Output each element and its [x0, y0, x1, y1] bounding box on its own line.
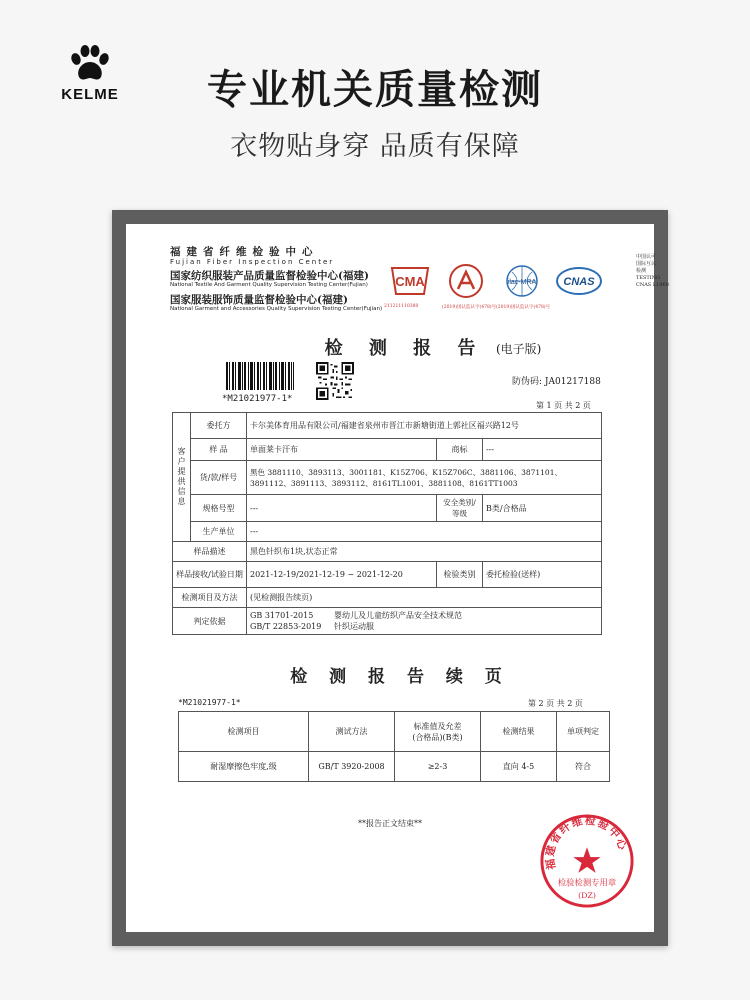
basis-value: [247, 608, 602, 635]
barcode-number-2: *M21021977-1*: [178, 698, 241, 707]
spec-value: ---: [247, 495, 437, 522]
cnas-mark: [554, 262, 604, 300]
brand-name: KELME: [61, 86, 119, 103]
cma-label: CMA: [395, 274, 425, 289]
cal-caption: (2019)国认监认字(478)号: [442, 305, 497, 310]
desc-value: 黑色针织布1块,状态正常: [247, 542, 602, 562]
producer-label: 生产单位: [191, 522, 247, 542]
date-label: 样品接收/试验日期: [173, 562, 247, 588]
page-number-1: 第 1 页 共 2 页: [536, 401, 591, 410]
basis-label: 判定依据: [173, 608, 247, 635]
official-seal: [538, 812, 636, 910]
items-label: 检测项目及方法: [173, 588, 247, 608]
photo-frame: [112, 210, 668, 946]
org2-cn: 国家纺织服装产品质量监督检验中心(福建): [170, 270, 369, 282]
type-value: 委托检验(送样): [483, 562, 602, 588]
ilac-label: ilac-MRA: [507, 279, 537, 286]
report-info-table: [172, 412, 602, 635]
qr-code: [316, 362, 354, 400]
barcode-number: *M21021977-1*: [222, 394, 293, 404]
cma-mark: [388, 262, 432, 300]
end-note: **报告正文结束**: [358, 819, 422, 828]
continuation-title: 检 测 报 告 续 页: [290, 667, 510, 687]
result-cell: ≥2-3: [395, 752, 481, 782]
result-cell: GB/T 3920-2008: [309, 752, 395, 782]
entrusting-value: 卡尔美体育用品有限公司/福建省泉州市晋江市新塘街道上郭社区福兴路12号: [247, 413, 602, 439]
report-title: 检 测 报 告: [324, 338, 486, 359]
safety-label: 安全类别/等级: [437, 495, 483, 522]
spec-label: 规格号型: [191, 495, 247, 522]
page-title: 专业机关质量检测: [207, 67, 543, 113]
cnas-label: CNAS: [563, 276, 595, 288]
seal-star-icon: [573, 847, 600, 872]
org1-cn: 福建省纤维检验中心: [170, 246, 319, 258]
sample-label: 样 品: [191, 439, 247, 461]
trademark-label: 商标: [437, 439, 483, 461]
desc-label: 样品描述: [173, 542, 247, 562]
ilac-mark: [500, 262, 544, 300]
seal-code: (DZ): [578, 891, 596, 901]
org3-en: National Garment and Accessories Quality Supervision Testing Center(Fujian): [170, 306, 383, 312]
result-cell: 符合: [557, 752, 610, 782]
result-header: 检测结果: [481, 712, 557, 752]
page-subtitle: 衣物贴身穿 品质有保障: [230, 131, 520, 162]
cma-number: 211211110380: [384, 304, 419, 309]
page-number-2: 第 2 页 共 2 页: [528, 699, 583, 708]
entrusting-label: 委托方: [191, 413, 247, 439]
client-section-label: 客户提供信息: [173, 413, 191, 542]
ilac-caption: (2019)国认监认字(478)号: [496, 305, 551, 310]
anti-fake-code: 防伪码: JA01217188: [512, 377, 601, 387]
table-row: [179, 752, 610, 782]
type-label: 检验类别: [437, 562, 483, 588]
safety-value: B类/合格品: [483, 495, 602, 522]
trademark-value: ---: [483, 439, 602, 461]
style-value: 黑色 3881110、3893113、3001181、K15Z706、K15Z706C、3881106、3871101、3891112、3891113、3893112、8161TL1001、3881108、8161TT1003: [247, 461, 602, 495]
result-cell: 耐湿摩擦色牢度,级: [179, 752, 309, 782]
style-label: 货/款/样号: [191, 461, 247, 495]
basis-codes: GB 31701-2015 GB/T 22853-2019: [250, 611, 322, 631]
edition-label: (电子版): [496, 342, 542, 356]
result-cell: 直向 4-5: [481, 752, 557, 782]
cnas-info: 中国认可 国际互认 检测 TESTING CNAS L1968: [636, 254, 669, 288]
barcode: [226, 362, 294, 390]
org3-cn: 国家服装服饰质量监督检验中心(福建): [170, 294, 348, 306]
result-header: 单项判定: [557, 712, 610, 752]
seal-sub: 检验检测专用章: [557, 877, 617, 888]
result-header: 检测项目: [179, 712, 309, 752]
basis-names: 婴幼儿及儿童纺织产品安全技术规范 针织运动服: [334, 611, 462, 631]
test-report-document: [126, 224, 669, 932]
result-header: 测试方法: [309, 712, 395, 752]
cal-mark: [444, 262, 488, 300]
date-value: 2021-12-19/2021-12-19 ~ 2021-12-20: [247, 562, 437, 588]
result-header: 标准值及允差 (合格品)(B类): [395, 712, 481, 752]
producer-value: ---: [247, 522, 602, 542]
items-value: (见检测报告续页): [247, 588, 602, 608]
results-table: [178, 711, 610, 782]
seal-text: 福建省纤维检验中心: [543, 813, 630, 871]
sample-value: 单面莱卡汗布: [247, 439, 437, 461]
org2-en: National Textile And Garment Quality Supervision Testing Center(Fujian): [170, 282, 368, 288]
org1-en: Fujian Fiber Inspection Center: [170, 258, 335, 266]
